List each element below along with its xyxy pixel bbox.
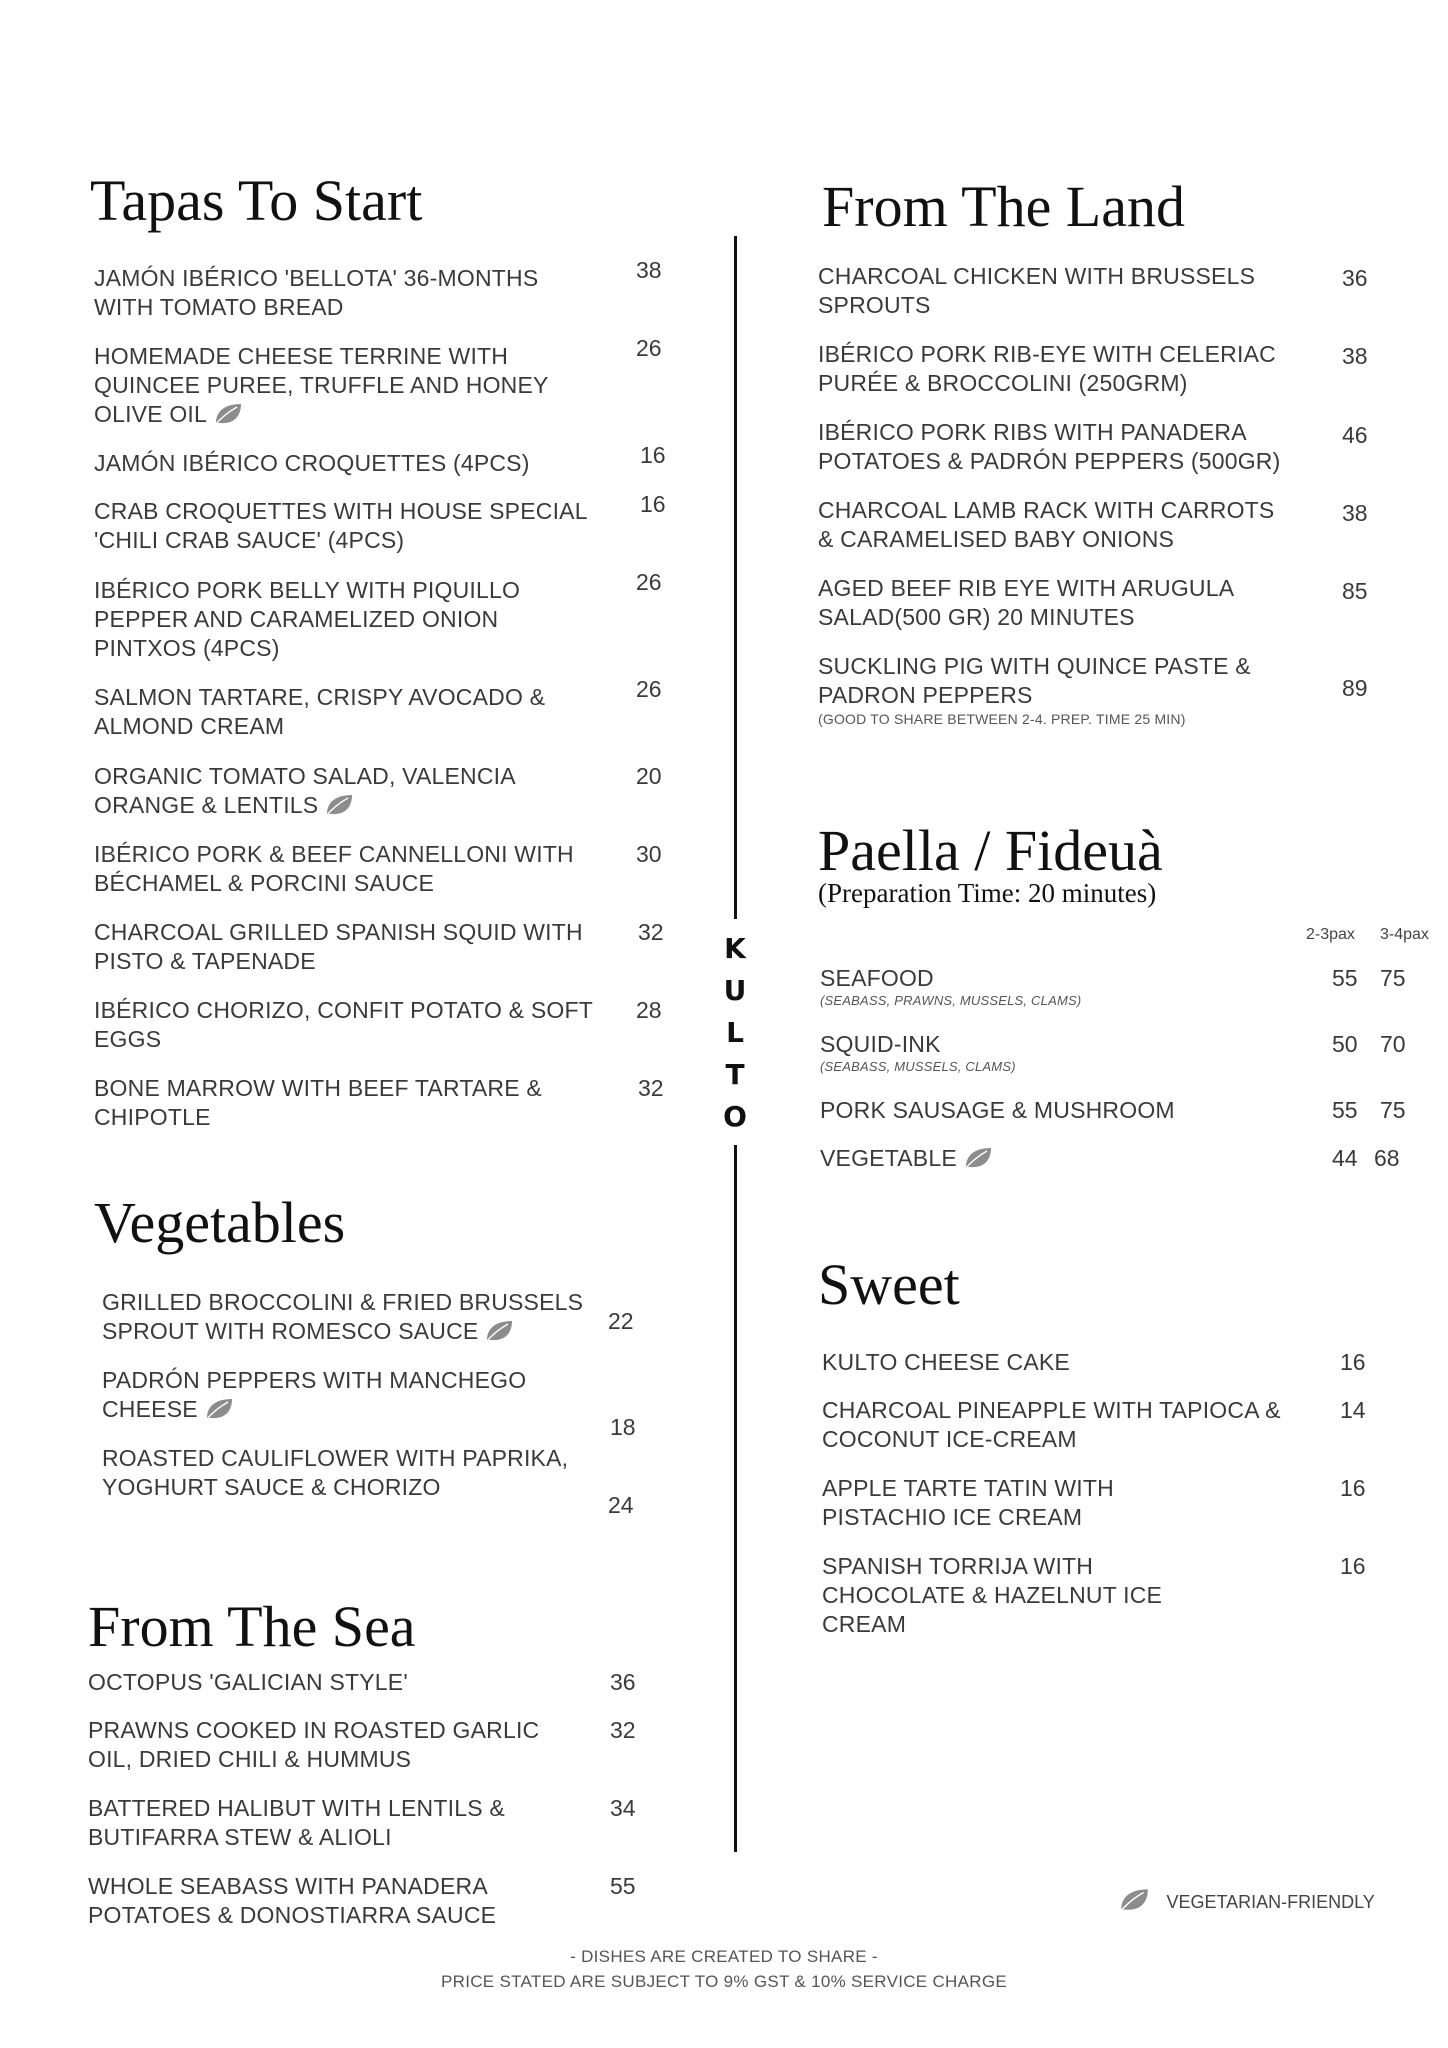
menu-item-price: 16	[1340, 1553, 1366, 1579]
menu-item: SALMON TARTARE, CRISPY AVOCADO & ALMOND CREAM	[94, 684, 546, 739]
menu-item: CHARCOAL LAMB RACK WITH CARROTS & CARAMELISED BABY ONIONS	[818, 497, 1275, 552]
menu-item-price: 20	[636, 763, 662, 789]
menu-item: CRAB CROQUETTES WITH HOUSE SPECIAL 'CHILI CRAB SAUCE' (4PCS)	[94, 498, 587, 553]
menu-item-price: 16	[640, 491, 666, 517]
menu-item-price: 55	[610, 1873, 636, 1899]
legend	[1118, 1886, 1375, 1914]
menu-item: OCTOPUS 'GALICIAN STYLE'	[88, 1669, 408, 1695]
menu-item-price: 16	[640, 442, 666, 468]
menu-item-price: 28	[636, 997, 662, 1023]
brand-letter: O	[723, 1100, 747, 1133]
menu-item-price: 55	[1332, 965, 1358, 991]
menu-item: VEGETABLE	[820, 1144, 1220, 1173]
menu-item-price: 75	[1380, 1097, 1406, 1123]
menu-item-price: 34	[610, 1795, 636, 1821]
column-header: 3-4pax	[1380, 926, 1429, 943]
menu-item-price: 32	[610, 1717, 636, 1743]
brand-logo	[720, 928, 750, 1138]
column-divider	[734, 1145, 737, 1852]
menu-item: AGED BEEF RIB EYE WITH ARUGULA SALAD(500 GR) 20 MINUTES	[818, 575, 1233, 630]
menu-item-price: 46	[1342, 422, 1368, 448]
menu-item: SUCKLING PIG WITH QUINCE PASTE & PADRON PEPPERS (GOOD TO SHARE BETWEEN 2-4. PREP. TIME 25 MIN)	[818, 652, 1288, 728]
menu-item-price: 14	[1340, 1397, 1366, 1423]
column-divider	[734, 236, 737, 919]
menu-item-price: 36	[610, 1669, 636, 1695]
leaf-icon	[324, 793, 354, 817]
menu-item-price: 26	[636, 676, 662, 702]
menu-item: CHARCOAL CHICKEN WITH BRUSSELS SPROUTS	[818, 263, 1256, 318]
menu-item-price: 85	[1342, 578, 1368, 604]
menu-item: IBÉRICO PORK RIBS WITH PANADERA POTATOES & PADRÓN PEPPERS (500GR)	[818, 419, 1281, 474]
menu-item-price: 18	[610, 1414, 636, 1440]
menu-item-price: 16	[1340, 1349, 1366, 1375]
menu-item: ORGANIC TOMATO SALAD, VALENCIA ORANGE & LENTILS	[94, 763, 515, 818]
menu-item-price: 26	[636, 569, 662, 595]
menu-item: GRILLED BROCCOLINI & FRIED BRUSSELS SPROUT WITH ROMESCO SAUCE	[102, 1289, 584, 1344]
menu-item: WHOLE SEABASS WITH PANADERA POTATOES & DONOSTIARRA SAUCE	[88, 1873, 497, 1928]
menu-item: JAMÓN IBÉRICO CROQUETTES (4PCS)	[94, 450, 530, 476]
section-title-land: From The Land	[822, 174, 1185, 239]
menu-item-price: 68	[1374, 1145, 1400, 1171]
brand-letter: U	[723, 974, 747, 1007]
menu-item: PADRÓN PEPPERS WITH MANCHEGO CHEESE	[102, 1367, 527, 1422]
menu-item: SEAFOOD (SEABASS, PRAWNS, MUSSELS, CLAMS)	[820, 964, 1220, 1009]
menu-item-price: 55	[1332, 1097, 1358, 1123]
menu-item: SQUID-INK (SEABASS, MUSSELS, CLAMS)	[820, 1030, 1220, 1075]
section-subtitle-paella: (Preparation Time: 20 minutes)	[818, 878, 1157, 908]
legend-label: VEGETARIAN-FRIENDLY	[1166, 1892, 1375, 1912]
menu-item-price: 36	[1342, 265, 1368, 291]
footer-note: - DISHES ARE CREATED TO SHARE -	[570, 1947, 878, 1966]
menu-item: CHARCOAL GRILLED SPANISH SQUID WITH PISTO & TAPENADE	[94, 919, 583, 974]
menu-item-price: 38	[636, 257, 662, 283]
leaf-icon	[213, 402, 243, 426]
menu-item-price: 26	[636, 335, 662, 361]
menu-item: KULTO CHEESE CAKE	[822, 1349, 1070, 1375]
menu-item-price: 16	[1340, 1475, 1366, 1501]
menu-item-note: (SEABASS, PRAWNS, MUSSELS, CLAMS)	[820, 993, 1082, 1008]
menu-item: BATTERED HALIBUT WITH LENTILS & BUTIFARRA STEW & ALIOLI	[88, 1795, 505, 1850]
menu-item: PRAWNS COOKED IN ROASTED GARLIC OIL, DRIED CHILI & HUMMUS	[88, 1717, 540, 1772]
leaf-icon	[484, 1319, 514, 1343]
section-title-tapas: Tapas To Start	[90, 168, 423, 233]
menu-item-price: 38	[1342, 343, 1368, 369]
section-title-sea: From The Sea	[88, 1594, 416, 1659]
brand-letter: K	[724, 932, 746, 965]
menu-item: JAMÓN IBÉRICO 'BELLOTA' 36-MONTHS WITH TOMATO BREAD	[94, 265, 539, 320]
menu-item: IBÉRICO PORK RIB-EYE WITH CELERIAC PURÉE & BROCCOLINI (250GRM)	[818, 341, 1276, 396]
menu-item-price: 24	[608, 1492, 634, 1518]
menu-item-note: (GOOD TO SHARE BETWEEN 2-4. PREP. TIME 25 MIN)	[818, 711, 1186, 727]
section-title-vegetables: Vegetables	[94, 1190, 346, 1255]
menu-item: HOMEMADE CHEESE TERRINE WITH QUINCEE PUREE, TRUFFLE AND HONEY OLIVE OIL	[94, 343, 549, 427]
menu-item-price: 32	[638, 1075, 664, 1101]
menu-item-price: 70	[1380, 1031, 1406, 1057]
menu-item-note: (SEABASS, MUSSELS, CLAMS)	[820, 1059, 1016, 1074]
menu-item: APPLE TARTE TATIN WITH PISTACHIO ICE CREAM	[822, 1475, 1114, 1530]
menu-item: ROASTED CAULIFLOWER WITH PAPRIKA, YOGHURT SAUCE & CHORIZO	[102, 1445, 569, 1500]
menu-item-price: 30	[636, 841, 662, 867]
leaf-icon	[204, 1397, 234, 1421]
column-header: 2-3pax	[1306, 926, 1355, 943]
menu-item-price: 22	[608, 1308, 634, 1334]
menu-item: IBÉRICO CHORIZO, CONFIT POTATO & SOFT EGGS	[94, 997, 593, 1052]
brand-letter: L	[726, 1016, 744, 1049]
menu-item: PORK SAUSAGE & MUSHROOM	[820, 1097, 1175, 1123]
menu-item-price: 89	[1342, 675, 1368, 701]
menu-item-price: 32	[638, 919, 664, 945]
menu-item: SPANISH TORRIJA WITH CHOCOLATE & HAZELNUT ICE CREAM	[822, 1553, 1163, 1637]
menu-item-price: 50	[1332, 1031, 1358, 1057]
menu-item-price: 75	[1380, 965, 1406, 991]
brand-letter: T	[725, 1058, 745, 1091]
menu-item-price: 38	[1342, 500, 1368, 526]
menu-item: CHARCOAL PINEAPPLE WITH TAPIOCA & COCONUT ICE-CREAM	[822, 1397, 1281, 1452]
menu-item-price: 44	[1332, 1145, 1358, 1171]
section-title-sweet: Sweet	[818, 1252, 960, 1317]
leaf-icon	[1118, 1886, 1150, 1914]
leaf-icon	[963, 1146, 993, 1170]
menu-item: BONE MARROW WITH BEEF TARTARE & CHIPOTLE	[94, 1075, 542, 1130]
menu-item: IBÉRICO PORK & BEEF CANNELLONI WITH BÉCHAMEL & PORCINI SAUCE	[94, 841, 574, 896]
footer-charges: PRICE STATED ARE SUBJECT TO 9% GST & 10% SERVICE CHARGE	[440, 1972, 1007, 1991]
menu-item: IBÉRICO PORK BELLY WITH PIQUILLO PEPPER AND CARAMELIZED ONION PINTXOS (4PCS)	[94, 577, 521, 661]
section-title-paella: Paella / Fideuà	[818, 818, 1163, 883]
